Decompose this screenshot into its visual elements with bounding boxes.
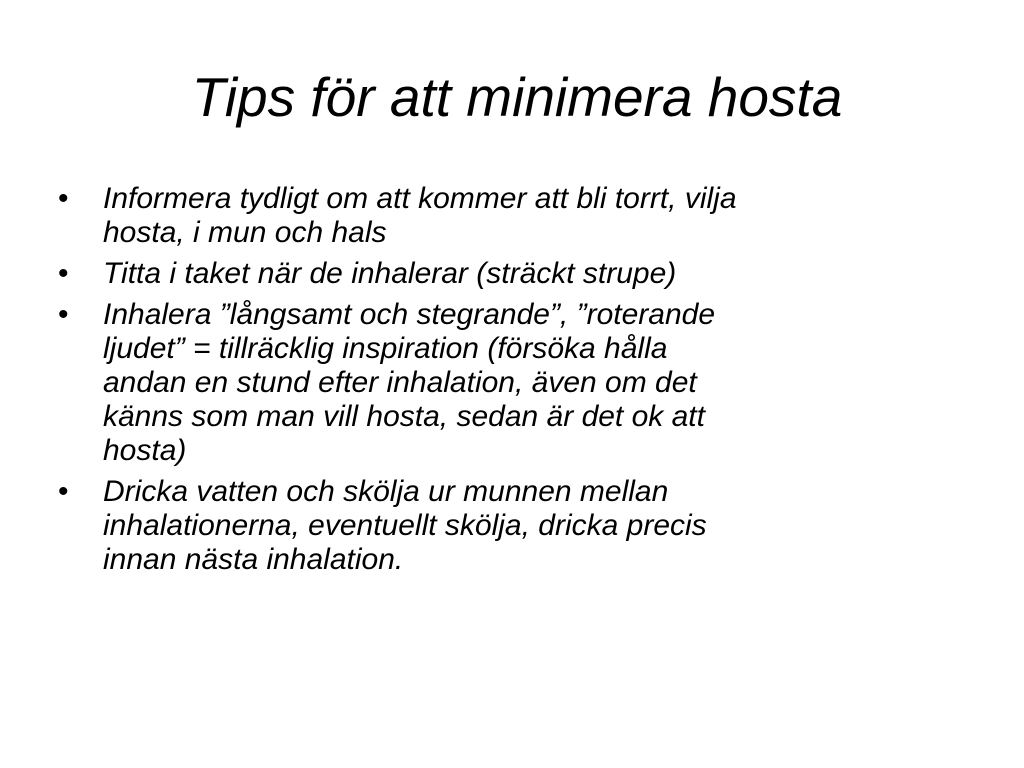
bullet-text-line: känns som man vill hosta, sedan är det ok att <box>103 400 705 433</box>
bullet-dot-icon: • <box>58 475 69 508</box>
bullet-text-line: Inhalera ”långsamt och stegrande”, ”roterande <box>103 298 716 331</box>
bullet-item-4 <box>58 475 958 577</box>
bullet-text-line: Titta i taket när de inhalerar (sträckt strupe) <box>103 257 677 290</box>
bullet-text-line: Dricka vatten och skölja ur munnen mellan <box>103 475 669 508</box>
bullet-text-line: hosta) <box>103 434 187 467</box>
bullet-item-2 <box>58 257 958 291</box>
bullet-item-1 <box>58 182 958 250</box>
bullet-text-line: hosta, i mun och hals <box>103 216 387 249</box>
bullet-text-line: inhalationerna, eventuellt skölja, dricka precis <box>103 509 707 542</box>
bullet-item-3 <box>58 298 958 468</box>
bullet-dot-icon: • <box>58 298 69 331</box>
bullet-text-line: andan en stund efter inhalation, även om det <box>103 366 697 399</box>
bullet-text-line: ljudet” = tillräcklig inspiration (försöka hålla <box>103 332 668 365</box>
bullet-list <box>58 182 958 584</box>
bullet-text-line: innan nästa inhalation. <box>103 543 404 576</box>
slide-title: Tips för att minimera hosta <box>191 66 843 128</box>
bullet-dot-icon: • <box>58 182 69 215</box>
bullet-dot-icon: • <box>58 257 69 290</box>
bullet-text-line: Informera tydligt om att kommer att bli torrt, vilja <box>103 182 737 215</box>
